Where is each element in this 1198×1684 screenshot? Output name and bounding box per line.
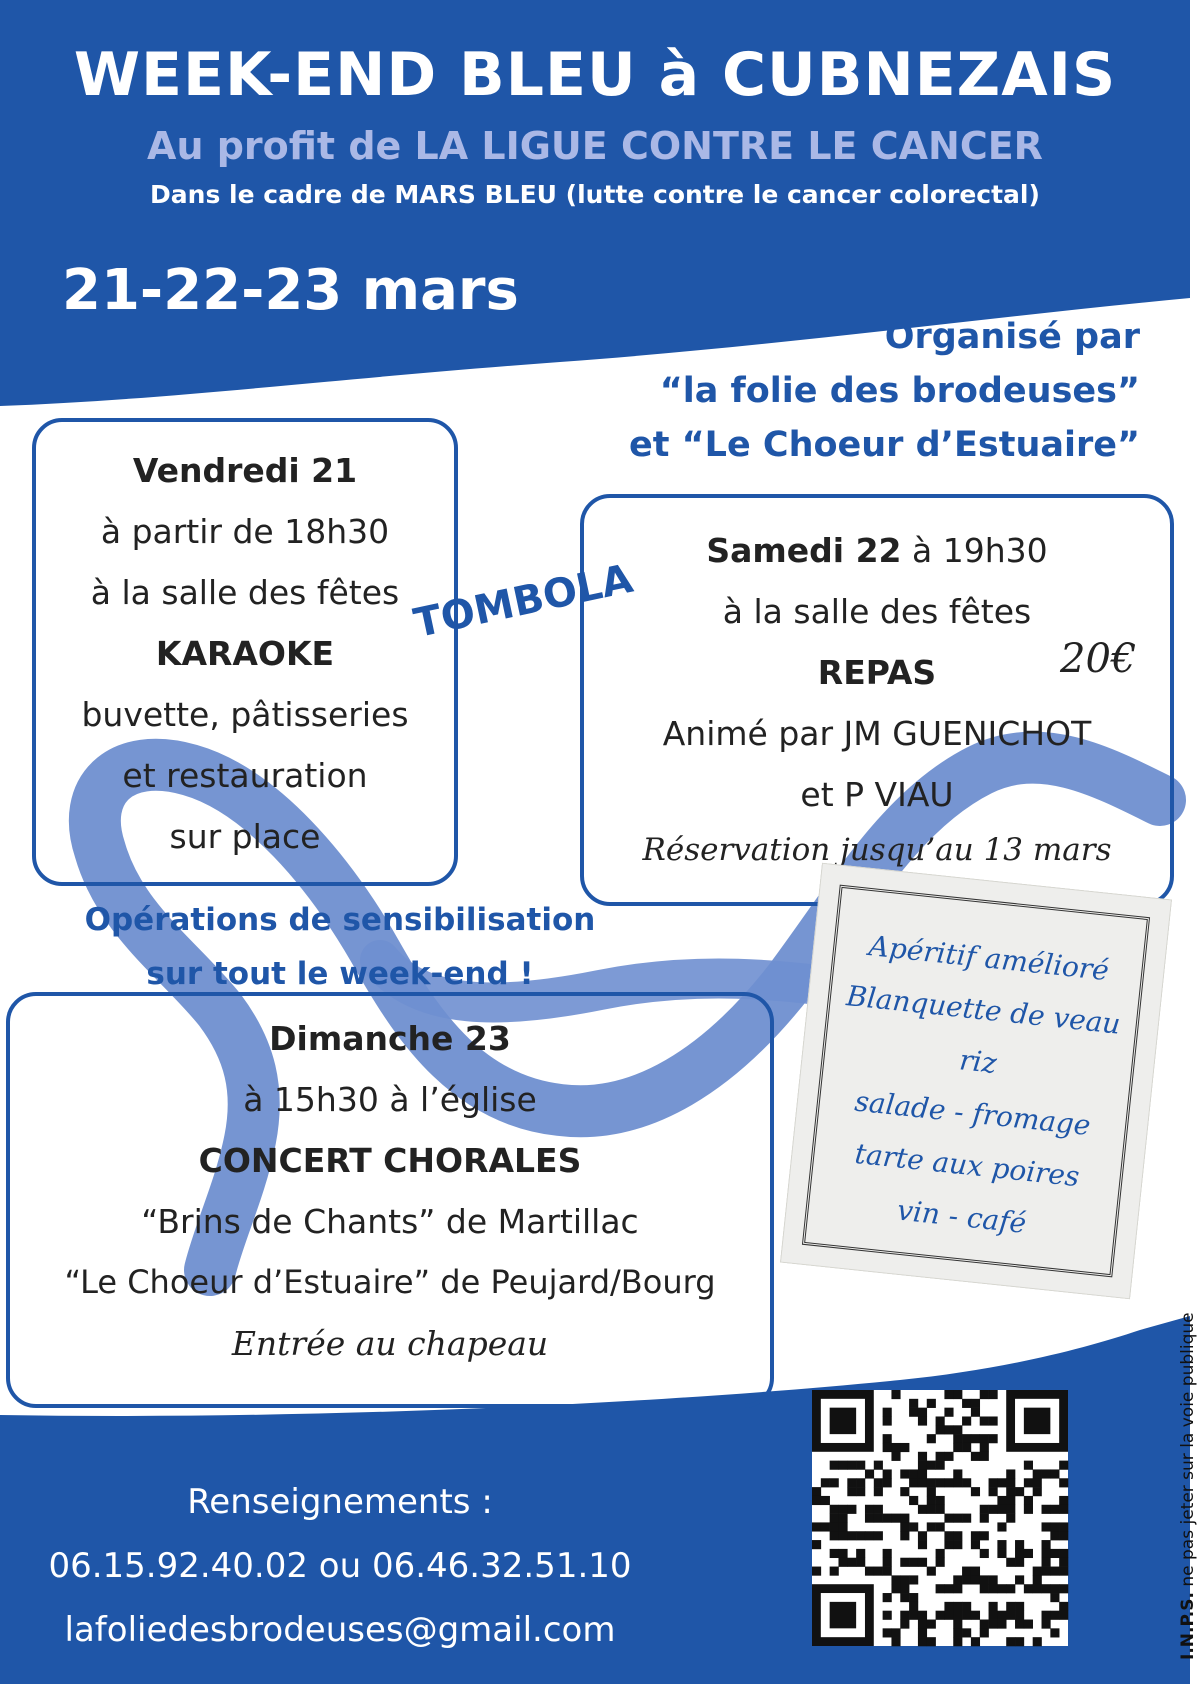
organizer-line-3: et “Le Choeur d’Estuaire” — [629, 425, 1140, 465]
awareness-block — [55, 893, 625, 1001]
sunday-title: Dimanche 23 — [269, 1019, 511, 1058]
sunday-event: CONCERT CHORALES — [198, 1141, 582, 1180]
contact-email[interactable]: lafoliedesbrodeuses@gmail.com — [64, 1610, 616, 1650]
saturday-host-2: et P VIAU — [800, 775, 954, 814]
friday-time: à partir de 18h30 — [100, 512, 390, 551]
menu-item: Apéritif amélioré — [867, 929, 1111, 988]
saturday-heading-line — [580, 520, 1174, 581]
sunday-choir-2: “Le Choeur d’Estuaire” de Peujard/Bourg — [64, 1263, 716, 1301]
legal-notice — [1178, 1312, 1198, 1660]
sunday-details — [6, 1008, 774, 1374]
saturday-host-1: Animé par JM GUENICHOT — [662, 714, 1092, 753]
organizer-line-1: Organisé par — [884, 317, 1140, 357]
contact-label: Renseignements : — [187, 1482, 493, 1522]
context-line: Dans le cadre de MARS BLEU (lutte contre le cancer colorectal) — [150, 180, 1040, 209]
friday-event: KARAOKE — [155, 634, 335, 673]
tombola-label: TOMBOLA — [410, 555, 637, 647]
event-dates: 21-22-23 mars — [62, 258, 519, 323]
saturday-details — [580, 520, 1174, 875]
menu-item: riz — [957, 1043, 999, 1080]
qr-code[interactable] — [812, 1390, 1068, 1646]
menu-item: vin - café — [895, 1193, 1028, 1240]
organizer-block — [560, 310, 1140, 472]
friday-extra-2: et restauration — [122, 756, 368, 795]
saturday-reservation: Réservation jusqu’au 13 mars — [642, 832, 1112, 868]
legal-inps: I.N.P.S. — [1178, 1592, 1198, 1660]
sunday-choir-1: “Brins de Chants” de Martillac — [141, 1202, 639, 1241]
friday-title: Vendredi 21 — [132, 451, 358, 490]
menu-item: salade - fromage — [853, 1084, 1093, 1143]
qr-code-icon — [812, 1390, 1068, 1646]
beneficiary-subtitle: Au profit de LA LIGUE CONTRE LE CANCER — [147, 124, 1043, 168]
menu-list — [784, 914, 1167, 1261]
menu-item: Blanquette de veau — [844, 979, 1123, 1041]
saturday-event: REPAS — [817, 653, 937, 692]
friday-place: à la salle des fêtes — [90, 573, 400, 612]
sunday-time: à 15h30 à l’église — [243, 1080, 537, 1119]
awareness-line-1: Opérations de sensibilisation — [84, 902, 596, 938]
friday-extra-1: buvette, pâtisseries — [81, 695, 409, 734]
awareness-line-2: sur tout le week-end ! — [146, 956, 534, 992]
legal-text: ne pas jeter sur la voie publique — [1178, 1312, 1198, 1587]
saturday-time: à 19h30 — [912, 531, 1048, 570]
menu-card — [780, 863, 1172, 1300]
meal-price: 20€ — [1060, 636, 1137, 682]
friday-details — [32, 440, 458, 867]
organizer-line-2: “la folie des brodeuses” — [659, 371, 1140, 411]
saturday-title: Samedi 22 — [706, 531, 902, 570]
friday-extra-3: sur place — [169, 817, 321, 856]
saturday-place: à la salle des fêtes — [722, 592, 1032, 631]
menu-item: tarte aux poires — [853, 1136, 1082, 1194]
sunday-entry: Entrée au chapeau — [231, 1324, 549, 1363]
contact-phones[interactable]: 06.15.92.40.02 ou 06.46.32.51.10 — [48, 1546, 632, 1586]
contact-block — [20, 1470, 660, 1662]
page-title: WEEK-END BLEU à CUBNEZAIS — [73, 40, 1117, 110]
